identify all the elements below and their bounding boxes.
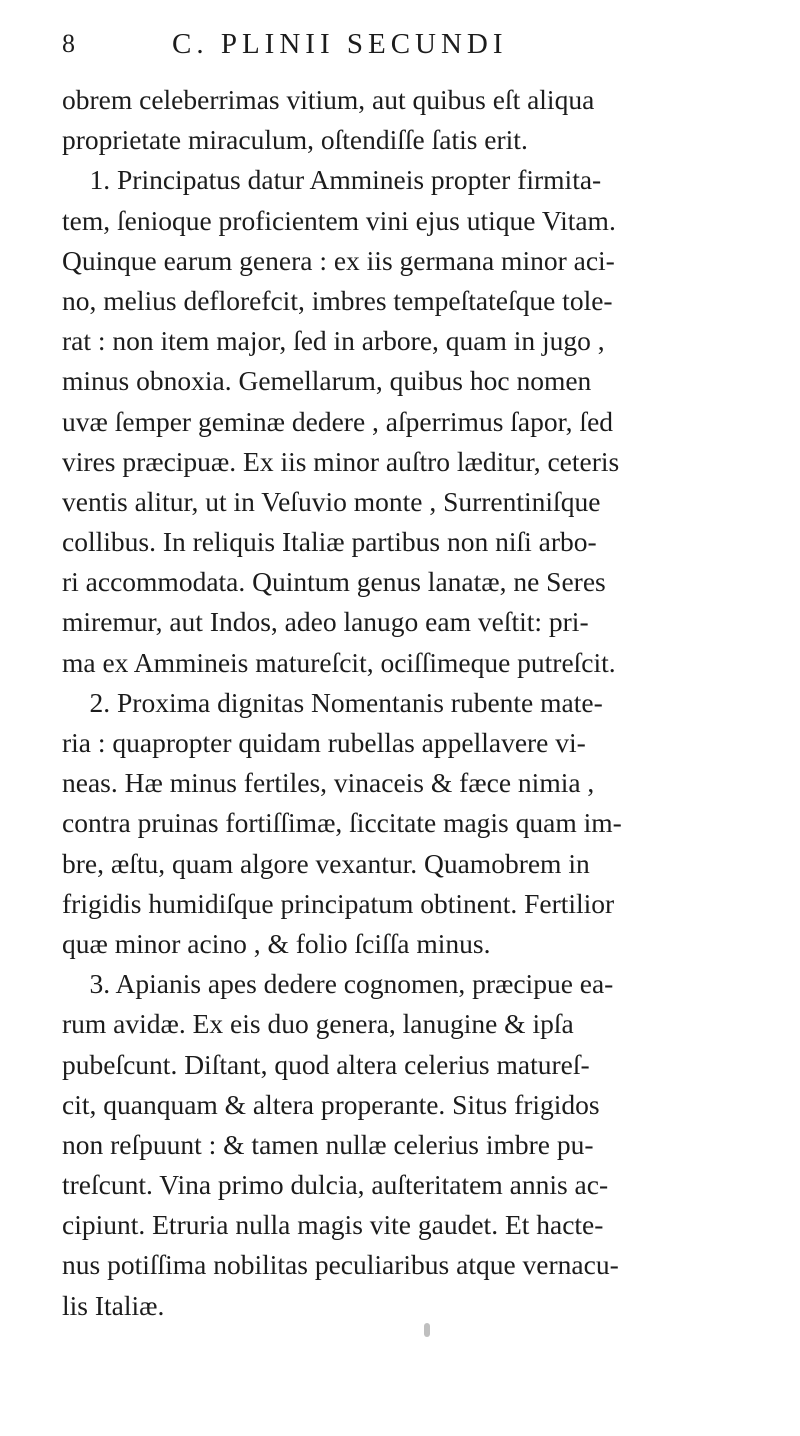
text-line: no, melius deflorefcit, imbres tempeſtateſque tole-: [62, 284, 613, 316]
text-line: obrem celeberrimas vitium, aut quibus eſt aliqua: [62, 84, 595, 115]
text-line: tem, ſenioque proficientem vini ejus utique Vitam.: [62, 204, 616, 236]
text-line: ventis alitur, ut in Veſuvio monte , Surrentiniſque: [62, 485, 601, 517]
text-line: ri accommodata. Quintum genus lanatæ, ne Seres: [62, 566, 606, 598]
text-line: rat : non item major, ſed in arbore, quam in jugo ,: [62, 325, 605, 357]
text-line: uvæ ſemper geminæ dedere , aſperrimus ſapor, ſed: [62, 405, 614, 437]
ink-mark: [424, 1323, 430, 1337]
text-line: 2. Proxima dignitas Nomentanis rubente mate-: [62, 686, 603, 718]
text-line: frigidis humidiſque principatum obtinent. Fertilior: [62, 887, 615, 919]
text-line: minus obnoxia. Gemellarum, quibus hoc nomen: [62, 365, 592, 397]
text-line: non reſpuunt : & tamen nullæ celerius imbre pu-: [62, 1128, 594, 1160]
text-line: treſcunt. Vina primo dulcia, auſteritatem annis ac-: [62, 1169, 609, 1201]
text-line: bre, æſtu, quam algore vexantur. Quamobrem in: [62, 847, 590, 879]
text-line: ria : quapropter quidam rubellas appellavere vi-: [62, 727, 586, 758]
text-line: vires præcipuæ. Ex iis minor auſtro læditur, ceteris: [62, 445, 620, 477]
text-line: rum avidæ. Ex eis duo genera, lanugine & ipſa: [62, 1008, 574, 1040]
running-title: C. PLINII SECUNDI: [172, 28, 508, 60]
folio-number: 8: [62, 29, 75, 58]
body-text: [62, 80, 754, 1326]
text-line: collibus. In reliquis Italiæ partibus non niſi arbo-: [62, 526, 597, 558]
text-line: miremur, aut Indos, adeo lanugo eam veſtit: pri-: [62, 606, 589, 638]
page-header: [62, 28, 762, 68]
text-line: 3. Apianis apes dedere cognomen, præcipue ea-: [62, 968, 614, 1000]
text-line: lis Italiæ.: [62, 1289, 165, 1321]
text-line: contra pruinas fortiſſimæ, ſiccitate magis quam im-: [62, 807, 622, 839]
text-line: pubeſcunt. Diſtant, quod altera celerius matureſ-: [62, 1048, 590, 1080]
text-line: neas. Hæ minus fertiles, vinaceis & fæce nimia ,: [62, 767, 595, 799]
text-line: 1. Principatus datur Ammineis propter firmita-: [62, 164, 602, 196]
text-line: quæ minor acino , & folio ſciſſa minus.: [62, 927, 491, 959]
text-line: proprietate miraculum, oſtendiſſe ſatis erit.: [62, 124, 528, 156]
text-line: cit, quanquam & altera properante. Situs frigidos: [62, 1088, 600, 1120]
text-line: ma ex Ammineis matureſcit, ociſſimeque putreſcit.: [62, 646, 616, 678]
text-line: cipiunt. Etruria nulla magis vite gaudet. Et hacte-: [62, 1209, 604, 1241]
text-line: Quinque earum genera : ex iis germana minor aci-: [62, 244, 615, 276]
text-line: nus potiſſima nobilitas peculiaribus atque vernacu-: [62, 1249, 619, 1281]
